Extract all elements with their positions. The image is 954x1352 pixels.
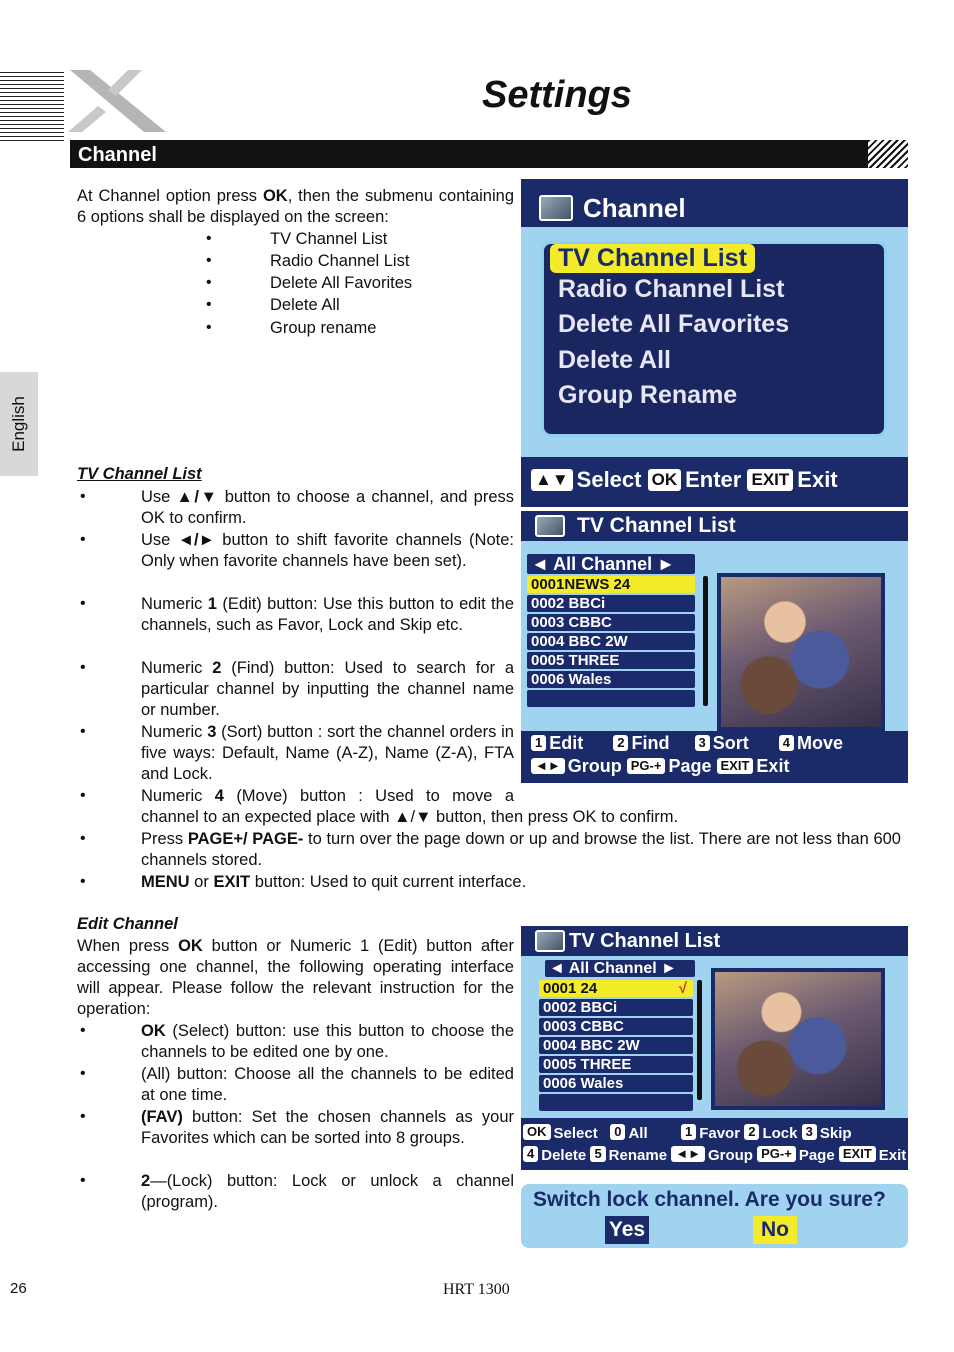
screen-footer-row1: 1 Edit 2 Find 3 Sort 4 Move — [531, 733, 843, 754]
list-item: Use ▲/▼ button to choose a channel, and press OK to confirm. — [141, 488, 514, 527]
bullet: • — [206, 230, 212, 247]
screen-footer-row1: OK Select 0 All 1 Favor 2 Lock 3 Skip — [523, 1124, 852, 1142]
dialog-question: Switch lock channel. Are you sure? — [533, 1188, 886, 1211]
menu-item-delete-all: Delete All — [558, 346, 672, 374]
tv-channel-list-screenshot — [521, 511, 908, 783]
bullet: • — [206, 296, 212, 313]
list-item: Delete All Favorites — [270, 274, 413, 292]
group-selector: ◄ All Channel ► — [545, 960, 695, 977]
bullet: • — [80, 595, 86, 612]
tv-channel-list-heading: TV Channel List — [77, 465, 202, 483]
menu-panel — [541, 241, 887, 437]
bullet: • — [80, 1172, 86, 1189]
channel-row-empty — [539, 1094, 693, 1111]
channel-row: 0002 BBCi — [539, 999, 693, 1016]
list-item: MENU or EXIT button: Used to quit current interface. — [141, 873, 527, 891]
list-item: Numeric 4 (Move) button : Used to move a — [141, 787, 514, 805]
screen-title: TV Channel List — [577, 514, 736, 537]
bullet: • — [80, 659, 86, 676]
channel-row: 0003 CBBC — [527, 614, 695, 631]
screen-footer-row2: 4 Delete 5 Rename ◄► Group PG-+ Page EXIT Exit — [523, 1146, 906, 1164]
edit-channel-screenshot — [521, 926, 908, 1170]
bullet: • — [80, 1108, 86, 1125]
section-bar — [70, 140, 880, 168]
menu-background — [521, 227, 908, 457]
bullet: • — [80, 873, 86, 890]
bullet: • — [206, 319, 212, 336]
list-item-continuation: channel to an expected place with ▲/▼ button, then press OK to confirm. — [141, 808, 679, 826]
bullet: • — [206, 274, 212, 291]
dialog-no-button: No — [753, 1216, 797, 1244]
channel-row: 0001NEWS 24 — [527, 576, 695, 593]
dialog-yes-button: Yes — [605, 1216, 649, 1244]
model-name: HRT 1300 — [443, 1281, 510, 1298]
decorative-stripes — [0, 72, 64, 144]
section-title: Channel — [78, 144, 157, 166]
menu-item-tv-channel-list: TV Channel List — [550, 244, 755, 273]
list-background — [521, 541, 908, 731]
list-item: (FAV) button: Set the chosen channels as your Favorites which can be sorted into 8 groups. — [141, 1108, 514, 1147]
list-item: Numeric 1 (Edit) button: Use this button to edit the channels, such as Favor, Lock and Skip etc. — [141, 595, 514, 634]
channel-row-empty — [527, 690, 695, 707]
video-preview — [717, 573, 885, 731]
menu-item-delete-all-favorites: Delete All Favorites — [558, 310, 790, 338]
list-item: OK (Select) button: use this button to choose the channels to be edited one by one. — [141, 1022, 514, 1061]
bullet: • — [80, 1065, 86, 1082]
list-background — [521, 956, 908, 1118]
channel-row: 0006 Wales — [527, 671, 695, 688]
channel-row: 0005 THREE — [539, 1056, 693, 1073]
menu-item-radio-channel-list: Radio Channel List — [558, 275, 785, 303]
list-item: TV Channel List — [270, 230, 388, 248]
bullet: • — [80, 488, 86, 505]
updown-key-icon: ▲▼ — [531, 469, 573, 491]
scrollbar — [703, 576, 708, 706]
list-item: (All) button: Choose all the channels to be edited at one time. — [141, 1065, 514, 1104]
page-number: 26 — [10, 1280, 27, 1297]
language-tab — [0, 372, 38, 476]
check-mark-icon: √ — [678, 980, 687, 997]
lock-confirm-dialog — [521, 1184, 908, 1248]
channel-menu-screenshot — [521, 179, 908, 507]
bullet: • — [80, 787, 86, 804]
menu-item-group-rename: Group Rename — [558, 381, 738, 409]
list-item: Delete All — [270, 296, 340, 314]
edit-channel-heading: Edit Channel — [77, 915, 178, 933]
group-selector: ◄ All Channel ► — [527, 554, 695, 574]
tv-icon — [535, 515, 565, 537]
decorative-hatch — [868, 140, 908, 168]
intro-paragraph: At Channel option press OK, then the submenu containing 6 options shall be displayed on the screen: — [77, 187, 514, 226]
channel-row: 0005 THREE — [527, 652, 695, 669]
channel-row: 0001 24 √ — [539, 980, 693, 997]
edit-intro-paragraph: When press OK button or Numeric 1 (Edit) button after accessing one channel, the following operating interface will appear. Please follow the relevant instruction for the operation: — [77, 937, 514, 1018]
channel-row: 0002 BBCi — [527, 595, 695, 612]
list-item: 2—(Lock) button: Lock or unlock a channel (program). — [141, 1172, 514, 1211]
exit-key: EXIT — [747, 469, 793, 491]
channel-row: 0003 CBBC — [539, 1018, 693, 1035]
channel-row: 0006 Wales — [539, 1075, 693, 1092]
tv-icon — [539, 195, 573, 221]
bullet: • — [206, 252, 212, 269]
list-item: Press PAGE+/ PAGE- to turn over the page down or up and browse the list. There are not less than 600 channels stored. — [141, 830, 901, 869]
list-item: Numeric 2 (Find) button: Used to search for a particular channel by inputting the channel name or number. — [141, 659, 514, 719]
tv-icon — [535, 930, 565, 952]
screen-footer: ▲▼ Select OK Enter EXIT Exit — [531, 467, 838, 493]
bullet: • — [80, 531, 86, 548]
bullet: • — [80, 723, 86, 740]
screen-title: Channel — [583, 193, 686, 223]
language-label: English — [9, 396, 28, 452]
bullet: • — [80, 1022, 86, 1039]
brand-x-logo — [68, 66, 168, 136]
page-title: Settings — [482, 74, 632, 116]
bullet: • — [80, 830, 86, 847]
screen-footer-row2: ◄► Group PG-+ Page EXIT Exit — [531, 756, 789, 777]
video-preview — [711, 968, 885, 1110]
scrollbar — [697, 980, 702, 1100]
ok-key: OK — [648, 469, 682, 491]
screen-title: TV Channel List — [569, 930, 721, 952]
list-item: Use ◄/► button to shift favorite channels (Note: Only when favorite channels have been set). — [141, 531, 514, 570]
list-item: Group rename — [270, 319, 377, 337]
list-item: Numeric 3 (Sort) button : sort the channel orders in five ways: Default, Name (A-Z), Name (Z-A), FTA and Lock. — [141, 723, 514, 783]
list-item: Radio Channel List — [270, 252, 410, 270]
channel-row: 0004 BBC 2W — [527, 633, 695, 650]
channel-row: 0004 BBC 2W — [539, 1037, 693, 1054]
